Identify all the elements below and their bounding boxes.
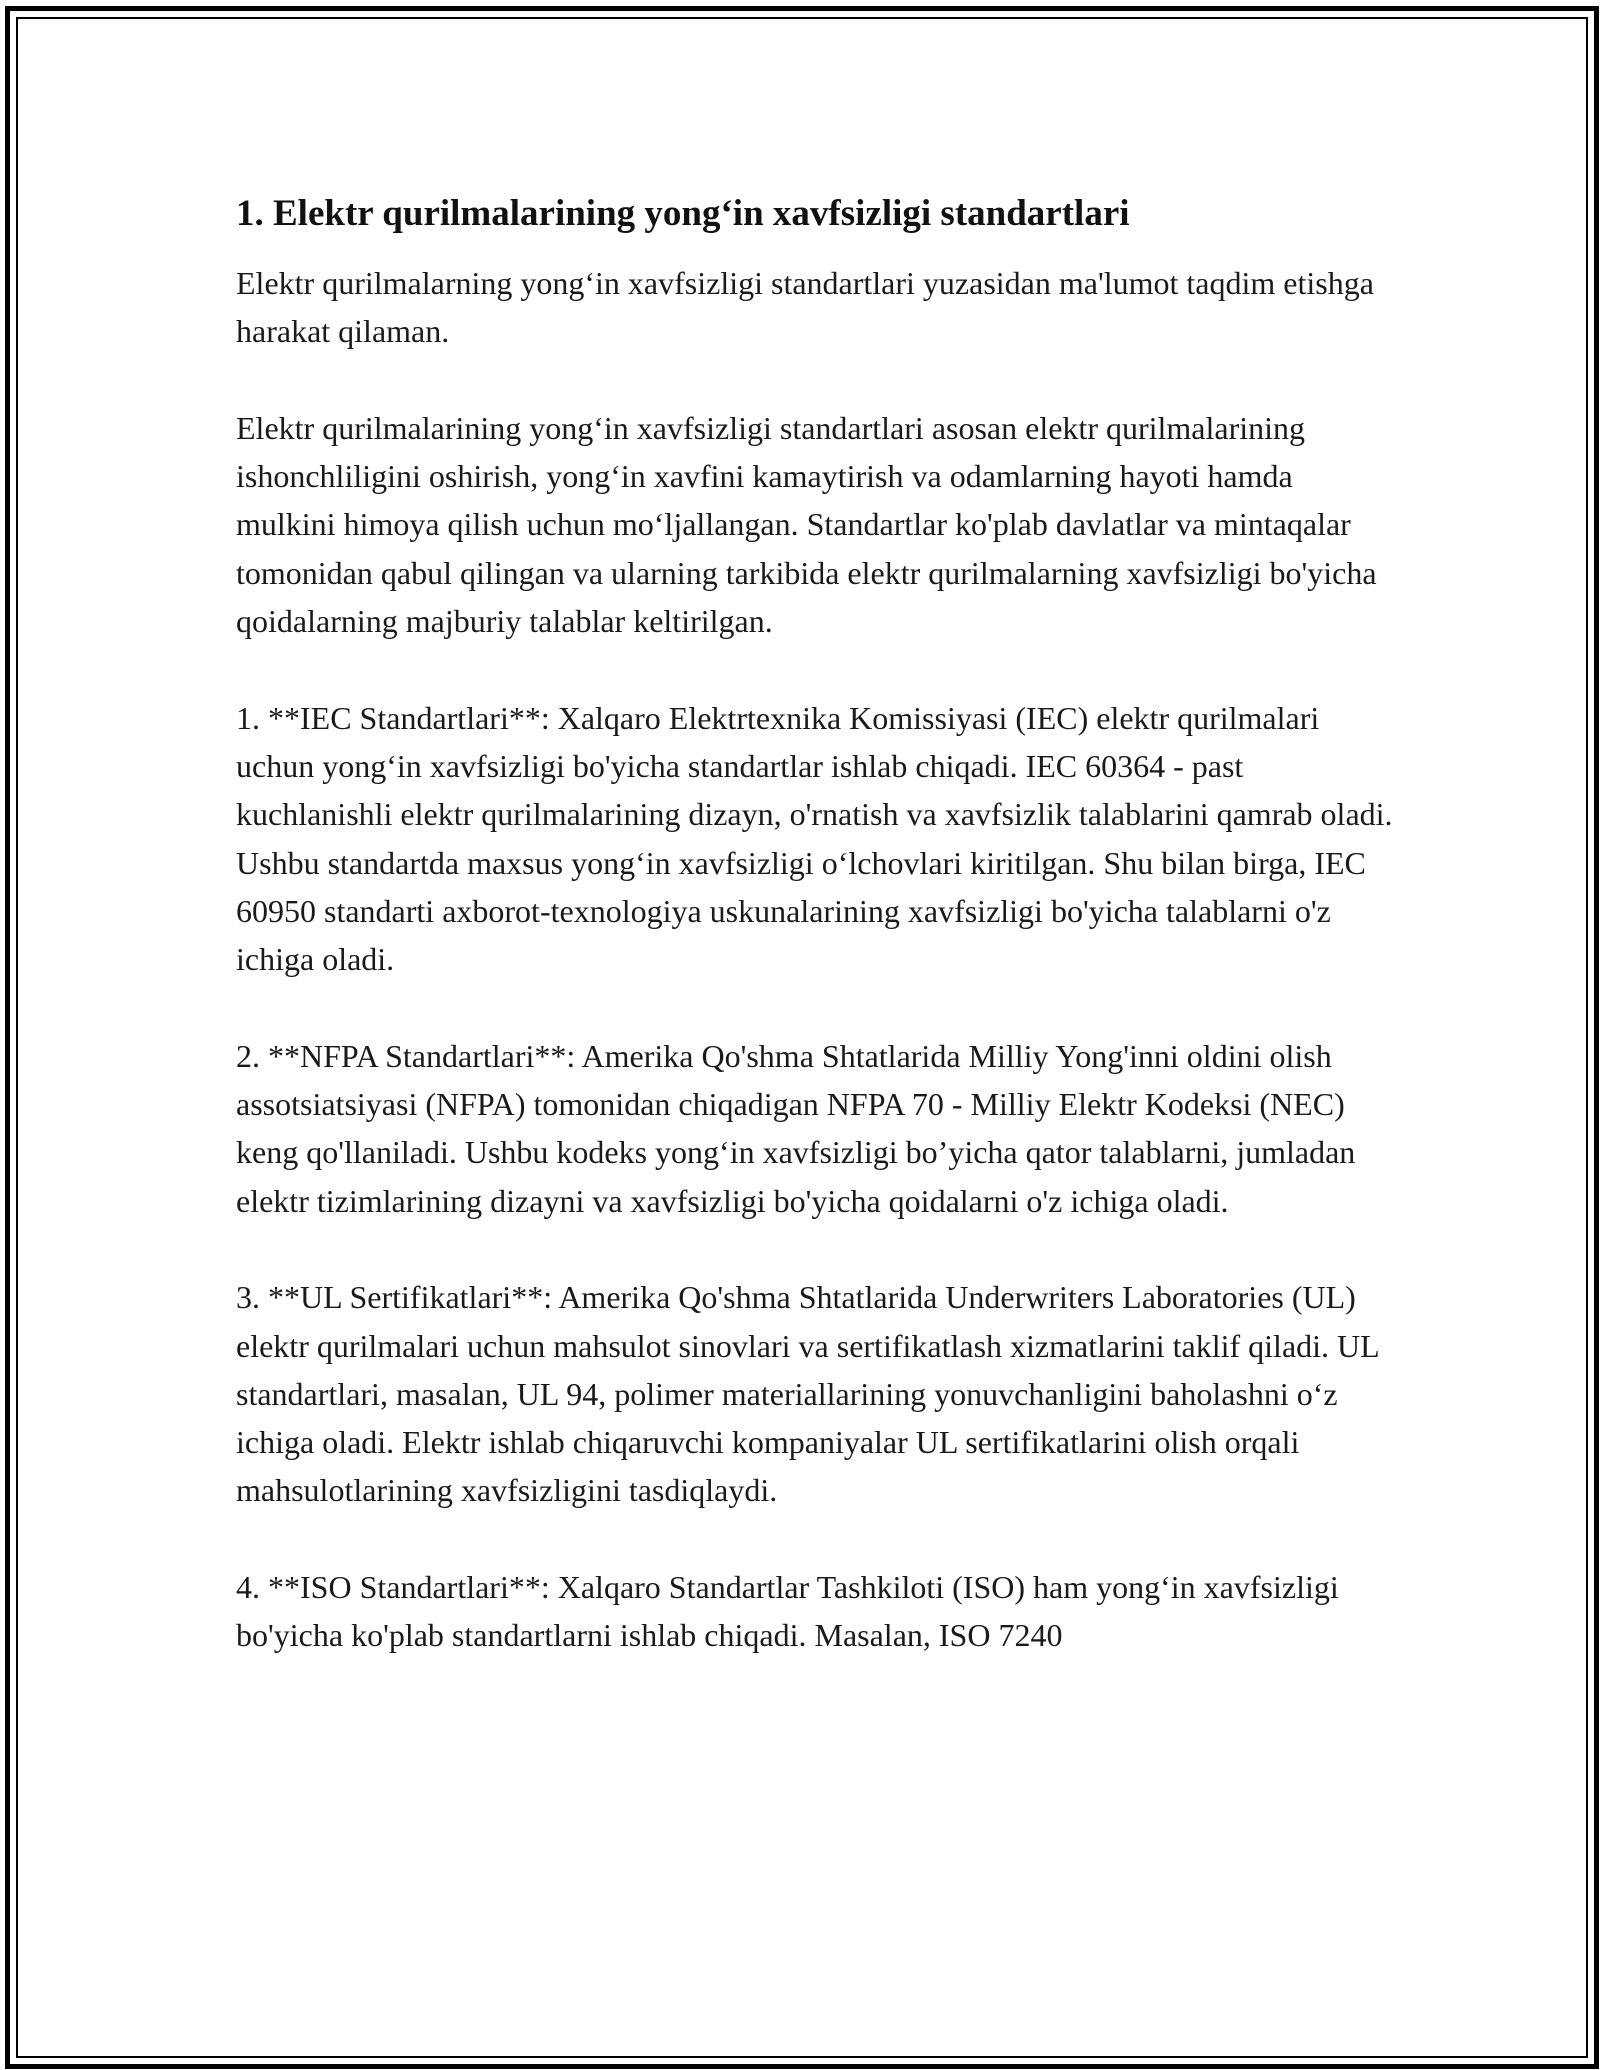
document-title: 1. Elektr qurilmalarining yong‘in xavfsizligi standartlari: [236, 193, 1130, 234]
nfpa-paragraph: 2. **NFPA Standartlari**: Amerika Qo'shma Shtatlarida Milliy Yong'inni oldini olish assotsiatsiyasi (NFPA) tomonidan chiqadigan NFPA 70 - Milliy Elektr Kodeksi (NEC) keng qo'llaniladi. Ushbu kodeks yong‘in xavfsizligi bo’yicha qator talablarni, jumladan elektr tizimlarining dizayni va xavfsizligi bo'yicha qoidalarni o'z ichiga oladi.: [236, 1037, 1356, 1219]
ul-paragraph: 3. **UL Sertifikatlari**: Amerika Qo'shma Shtatlarida Underwriters Laboratories (UL) elektr qurilmalari uchun mahsulot sinovlari va sertifikatlash xizmatlarini taklif qiladi. UL standartlari, masalan, UL 94, polimer materiallarining yonuvchanligini baholashni o‘z ichiga oladi. Elektr ishlab chiqaruvchi kompaniyalar UL sertifikatlarini olish orqali mahsulotlarining xavfsizligini tasdiqlaydi.: [236, 1279, 1379, 1509]
intro-paragraph: Elektr qurilmalarning yong‘in xavfsizligi standartlari yuzasidan ma'lumot taqdim etishga harakat qilaman.: [236, 265, 1374, 350]
iso-paragraph: 4. **ISO Standartlari**: Xalqaro Standartlar Tashkiloti (ISO) ham yong‘in xavfsizligi bo'yicha ko'plab standartlarni ishlab chiqadi. Masalan, ISO 7240: [236, 1569, 1339, 1654]
document-body: [236, 185, 1396, 1708]
overview-paragraph: Elektr qurilmalarining yong‘in xavfsizligi standartlari asosan elektr qurilmalarining ishonchliligini oshirish, yong‘in xavfini kamaytirish va odamlarning hayoti hamda mulkini himoya qilish uchun mo‘ljallangan. Standartlar ko'plab davlatlar va mintaqalar tomonidan qabul qilingan va ularning tarkibida elektr qurilmalarning xavfsizligi bo'yicha qoidalarning majburiy talablar keltirilgan.: [236, 409, 1377, 640]
iec-paragraph: 1. **IEC Standartlari**: Xalqaro Elektrtexnika Komissiyasi (IEC) elektr qurilmalari uchun yong‘in xavfsizligi bo'yicha standartlar ishlab chiqadi. IEC 60364 - past kuchlanishli elektr qurilmalarining dizayn, o'rnatish va xavfsizlik talablarini qamrab oladi. Ushbu standartda maxsus yong‘in xavfsizligi o‘lchovlari kiritilgan. Shu bilan birga, IEC 60950 standarti axborot-texnologiya uskunalarining xavfsizligi bo'yicha talablarni o'z ichiga oladi.: [236, 699, 1393, 978]
